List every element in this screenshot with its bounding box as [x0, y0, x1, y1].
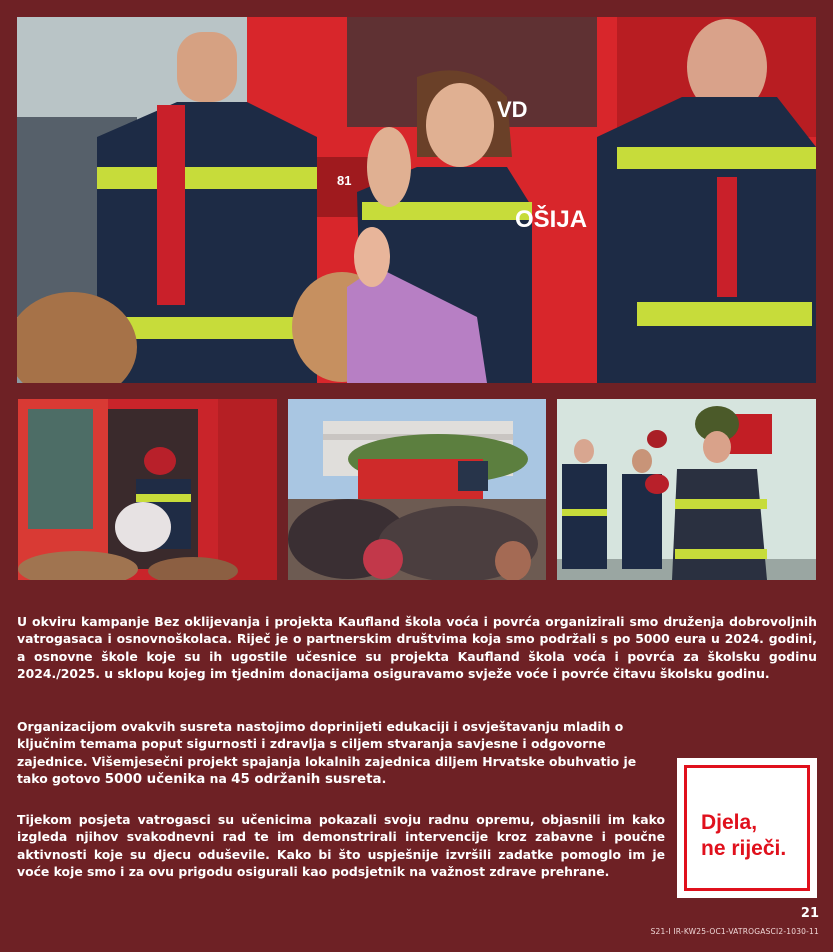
- meetings-count: 45 održanih susreta: [231, 772, 382, 788]
- badge-slogan-line1: Djela,: [701, 811, 758, 834]
- truck-lettering-side: OŠIJA: [515, 206, 588, 233]
- paragraph-goals-start: Organizacijom ovakvih susreta nastojimo doprinijeti edukaciji i osvještavanju mladih o ključnim temama poput sigurnosti i zdravlja s ciljem stvaranja savjesne i odgovorne zajednice. Višemjesečni projekt spajanja lokalnih zajednica diljem Hrvatske obuhvatio je tako gotovo: [17, 719, 637, 787]
- badge-slogan-line2: ne riječi.: [701, 837, 787, 860]
- truck-lettering-top: VD: [497, 97, 528, 122]
- photo-firefighters-demonstration: [557, 399, 816, 580]
- slogan-badge: [677, 758, 817, 898]
- badge-slogan: [701, 810, 786, 862]
- truck-plate-number: 81: [337, 173, 352, 188]
- paragraph-goals-end: .: [381, 771, 387, 787]
- photo-school-yard-fire-truck: [288, 399, 546, 580]
- students-count: 5000 učenika: [104, 772, 206, 788]
- paragraph-intro: U okviru kampanje Bez oklijevanja i projekta Kaufland škola voća i povrća organizirali smo druženja dobrovoljnih vatrogasaca i osnovnoškolaca. Riječ je o partnerskim društvima koja smo podržali s po 5000 eura u 2024. godini, a osnovne škole koje su ih ugostile učesnice su projekta Kaufland škola voća i povrća za školsku godinu 2024./2025. u sklopu kojeg im tjednim donacijama osiguravamo svježe voće i povrće čitavu školsku godinu.: [17, 614, 817, 682]
- document-code: S21-I IR-KW25-OC1-VATROGASCI2-1030-11: [650, 927, 819, 936]
- hero-photo: [17, 17, 816, 383]
- paragraph-goals-mid: na: [205, 771, 232, 787]
- page-number: 21: [800, 906, 819, 921]
- paragraph-visits: Tijekom posjeta vatrogasci su učenicima pokazali svoju radnu opremu, objasnili im kako izgleda njihov svakodnevni rad te im demonstrirali intervencije kroz zabavne i poučne aktivnosti koje su djecu oduševile. Kako bi što uspješnije izvršili zadatke pomoglo im je voće koje smo i za ovu prigodu osigurali kao podsjetnik na važnost zdrave prehrane.: [17, 812, 665, 880]
- paragraph-goals: [17, 718, 665, 789]
- photo-firefighter-in-truck: [18, 399, 277, 580]
